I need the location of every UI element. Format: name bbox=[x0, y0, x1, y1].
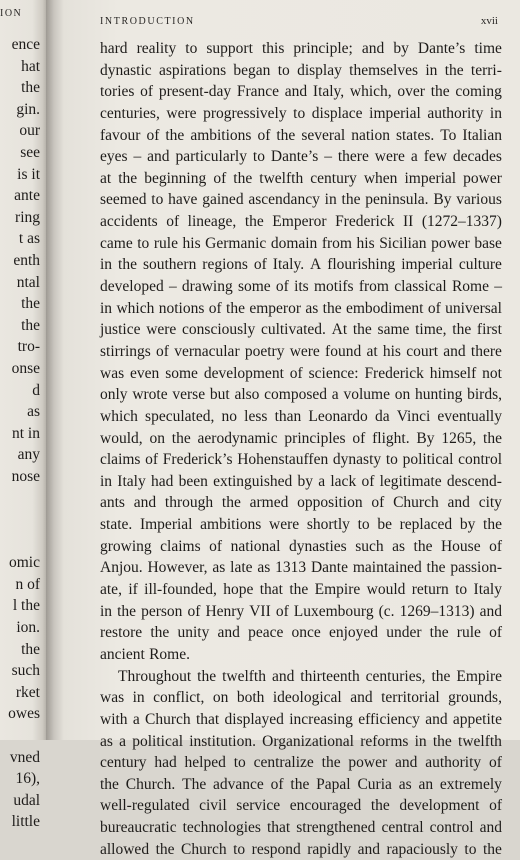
left-page-line: ring bbox=[15, 208, 40, 226]
text-line: in which notions of the emperor as the embodiment of universal bbox=[100, 299, 502, 317]
text-line: which speculated, no less than Leonardo da Vinci eventually bbox=[100, 407, 502, 425]
right-page bbox=[64, 0, 520, 858]
left-page-line: the bbox=[21, 79, 40, 97]
text-line: was even some development of science: Frederick himself not bbox=[100, 364, 502, 382]
left-page-text bbox=[8, 34, 40, 833]
left-page-line: l the bbox=[12, 597, 40, 615]
text-line: in Italy had been extinguished by a lack of legitimate descend- bbox=[100, 472, 502, 490]
left-page-line: vned bbox=[9, 748, 40, 766]
text-line: stirrings of vernacular poetry were found at his court and there bbox=[100, 342, 502, 360]
text-line: justice were consciously cultivated. At the same time, the first bbox=[100, 321, 502, 339]
left-page-line: the bbox=[21, 295, 40, 313]
left-page-line: any bbox=[17, 446, 40, 464]
left-page-line: the bbox=[21, 640, 40, 658]
text-line: state. Imperial ambitions were shortly to be replaced by the bbox=[100, 516, 502, 534]
left-page-line: enth bbox=[13, 251, 40, 269]
left-page-line: omic bbox=[9, 554, 40, 572]
left-page-line: nose bbox=[11, 467, 40, 485]
left-running-head: ION bbox=[0, 8, 23, 19]
left-page-line: ntal bbox=[16, 273, 40, 291]
text-line: with a Church that displayed increasing efficiency and appetite bbox=[100, 710, 502, 728]
text-line: ate, if ill-founded, hope that the Empire would return to Italy bbox=[100, 581, 502, 599]
left-page-line: n of bbox=[15, 575, 40, 593]
left-page-line: d bbox=[32, 381, 40, 399]
left-page-line: hat bbox=[21, 57, 40, 75]
text-line: in the person of Henry VII of Luxembourg (c. 1269–1313) and bbox=[100, 602, 502, 620]
left-page-line: onse bbox=[11, 359, 40, 377]
text-line: allowed the Church to respond rapidly and rapaciously to the bbox=[100, 840, 502, 858]
left-page-line: 16), bbox=[15, 770, 40, 788]
left-page-line: such bbox=[11, 662, 40, 680]
left-page-line bbox=[8, 509, 40, 531]
left-page-line: is it bbox=[17, 165, 40, 183]
text-line: Anjou. However, as late as 1313 Dante maintained the passion- bbox=[100, 559, 502, 577]
text-line: hard reality to support this principle; and by Dante’s time bbox=[100, 40, 502, 57]
text-line: bureaucratic technologies that strengthened central control and bbox=[100, 819, 502, 837]
text-line: only wrote verse but also composed a volume on hunting birds, bbox=[100, 386, 502, 404]
text-line: favour of the ambitions of the several nation states. To Italian bbox=[100, 126, 502, 144]
left-page-line: see bbox=[20, 143, 40, 161]
text-line: would, on the aerodynamic principles of flight. By 1265, the bbox=[100, 429, 502, 447]
left-page-line: tro- bbox=[17, 338, 40, 356]
text-line: was in conflict, on both ideological and territorial grounds, bbox=[100, 689, 502, 707]
left-page-line: ence bbox=[11, 36, 40, 53]
text-line: growing claims of national dynasties such as the House of bbox=[100, 537, 502, 555]
text-line: ants and through the armed opposition of Church and city bbox=[100, 494, 502, 512]
text-line: ancient Rome. bbox=[100, 645, 190, 663]
text-line: developed – drawing some of its motifs from classical Rome – bbox=[100, 278, 502, 296]
left-page-line: t as bbox=[18, 230, 40, 248]
left-page-line: as bbox=[27, 403, 40, 421]
left-page-line bbox=[8, 725, 40, 747]
left-page-line: ion. bbox=[16, 619, 40, 637]
text-line: claims of Frederick’s Hohenstauffen dynasty to political control bbox=[100, 451, 502, 469]
text-line: Throughout the twelfth and thirteenth centuries, the Empire bbox=[118, 667, 502, 685]
left-page-line bbox=[8, 487, 40, 509]
text-line: centuries, were progressively to displace imperial authority in bbox=[100, 104, 502, 122]
text-line: the Church. The advance of the Papal Curia as an extremely bbox=[100, 775, 502, 793]
book-gutter bbox=[46, 0, 64, 740]
text-line: tories of present-day France and Italy, which, over the coming bbox=[100, 83, 502, 101]
left-page-line: nt in bbox=[12, 424, 40, 442]
left-page bbox=[0, 0, 46, 831]
text-line: eyes – and particularly to Dante’s – there were a few decades bbox=[100, 148, 502, 166]
left-page-line: gin. bbox=[16, 100, 40, 118]
text-line: seemed to have gained ascendancy in the peninsula. By various bbox=[100, 191, 502, 209]
text-line: came to rule his Germanic domain from his Sicilian power base bbox=[100, 234, 502, 252]
text-line: at the beginning of the twelfth century when imperial power bbox=[100, 169, 502, 187]
running-head-title: INTRODUCTION bbox=[100, 16, 195, 27]
left-page-line: owes bbox=[8, 705, 40, 723]
page-number: xvii bbox=[480, 15, 498, 27]
left-page-line: the bbox=[21, 316, 40, 334]
left-page-line: ante bbox=[14, 187, 40, 205]
text-line: century had helped to centralize the power and authority of bbox=[100, 754, 502, 772]
text-line: well-regulated civil service encouraged the development of bbox=[100, 797, 502, 815]
text-line: restore the unity and peace once enjoyed under the rule of bbox=[100, 624, 502, 642]
text-line: dynastic aspirations began to display themselves in the terri- bbox=[100, 61, 502, 79]
left-page-line: rket bbox=[15, 683, 40, 701]
text-line: accidents of lineage, the Emperor Frederick II (1272–1337) bbox=[100, 213, 502, 231]
left-page-line: udal bbox=[13, 791, 40, 809]
text-line: as a political institution. Organizational reforms in the twelfth bbox=[100, 732, 502, 750]
running-head bbox=[100, 15, 498, 27]
left-page-line bbox=[8, 531, 40, 553]
body-text bbox=[100, 38, 502, 860]
text-line: in the southern regions of Italy. A flourishing imperial culture bbox=[100, 256, 502, 274]
left-page-line: our bbox=[19, 122, 40, 140]
left-page-line: little bbox=[11, 813, 40, 831]
